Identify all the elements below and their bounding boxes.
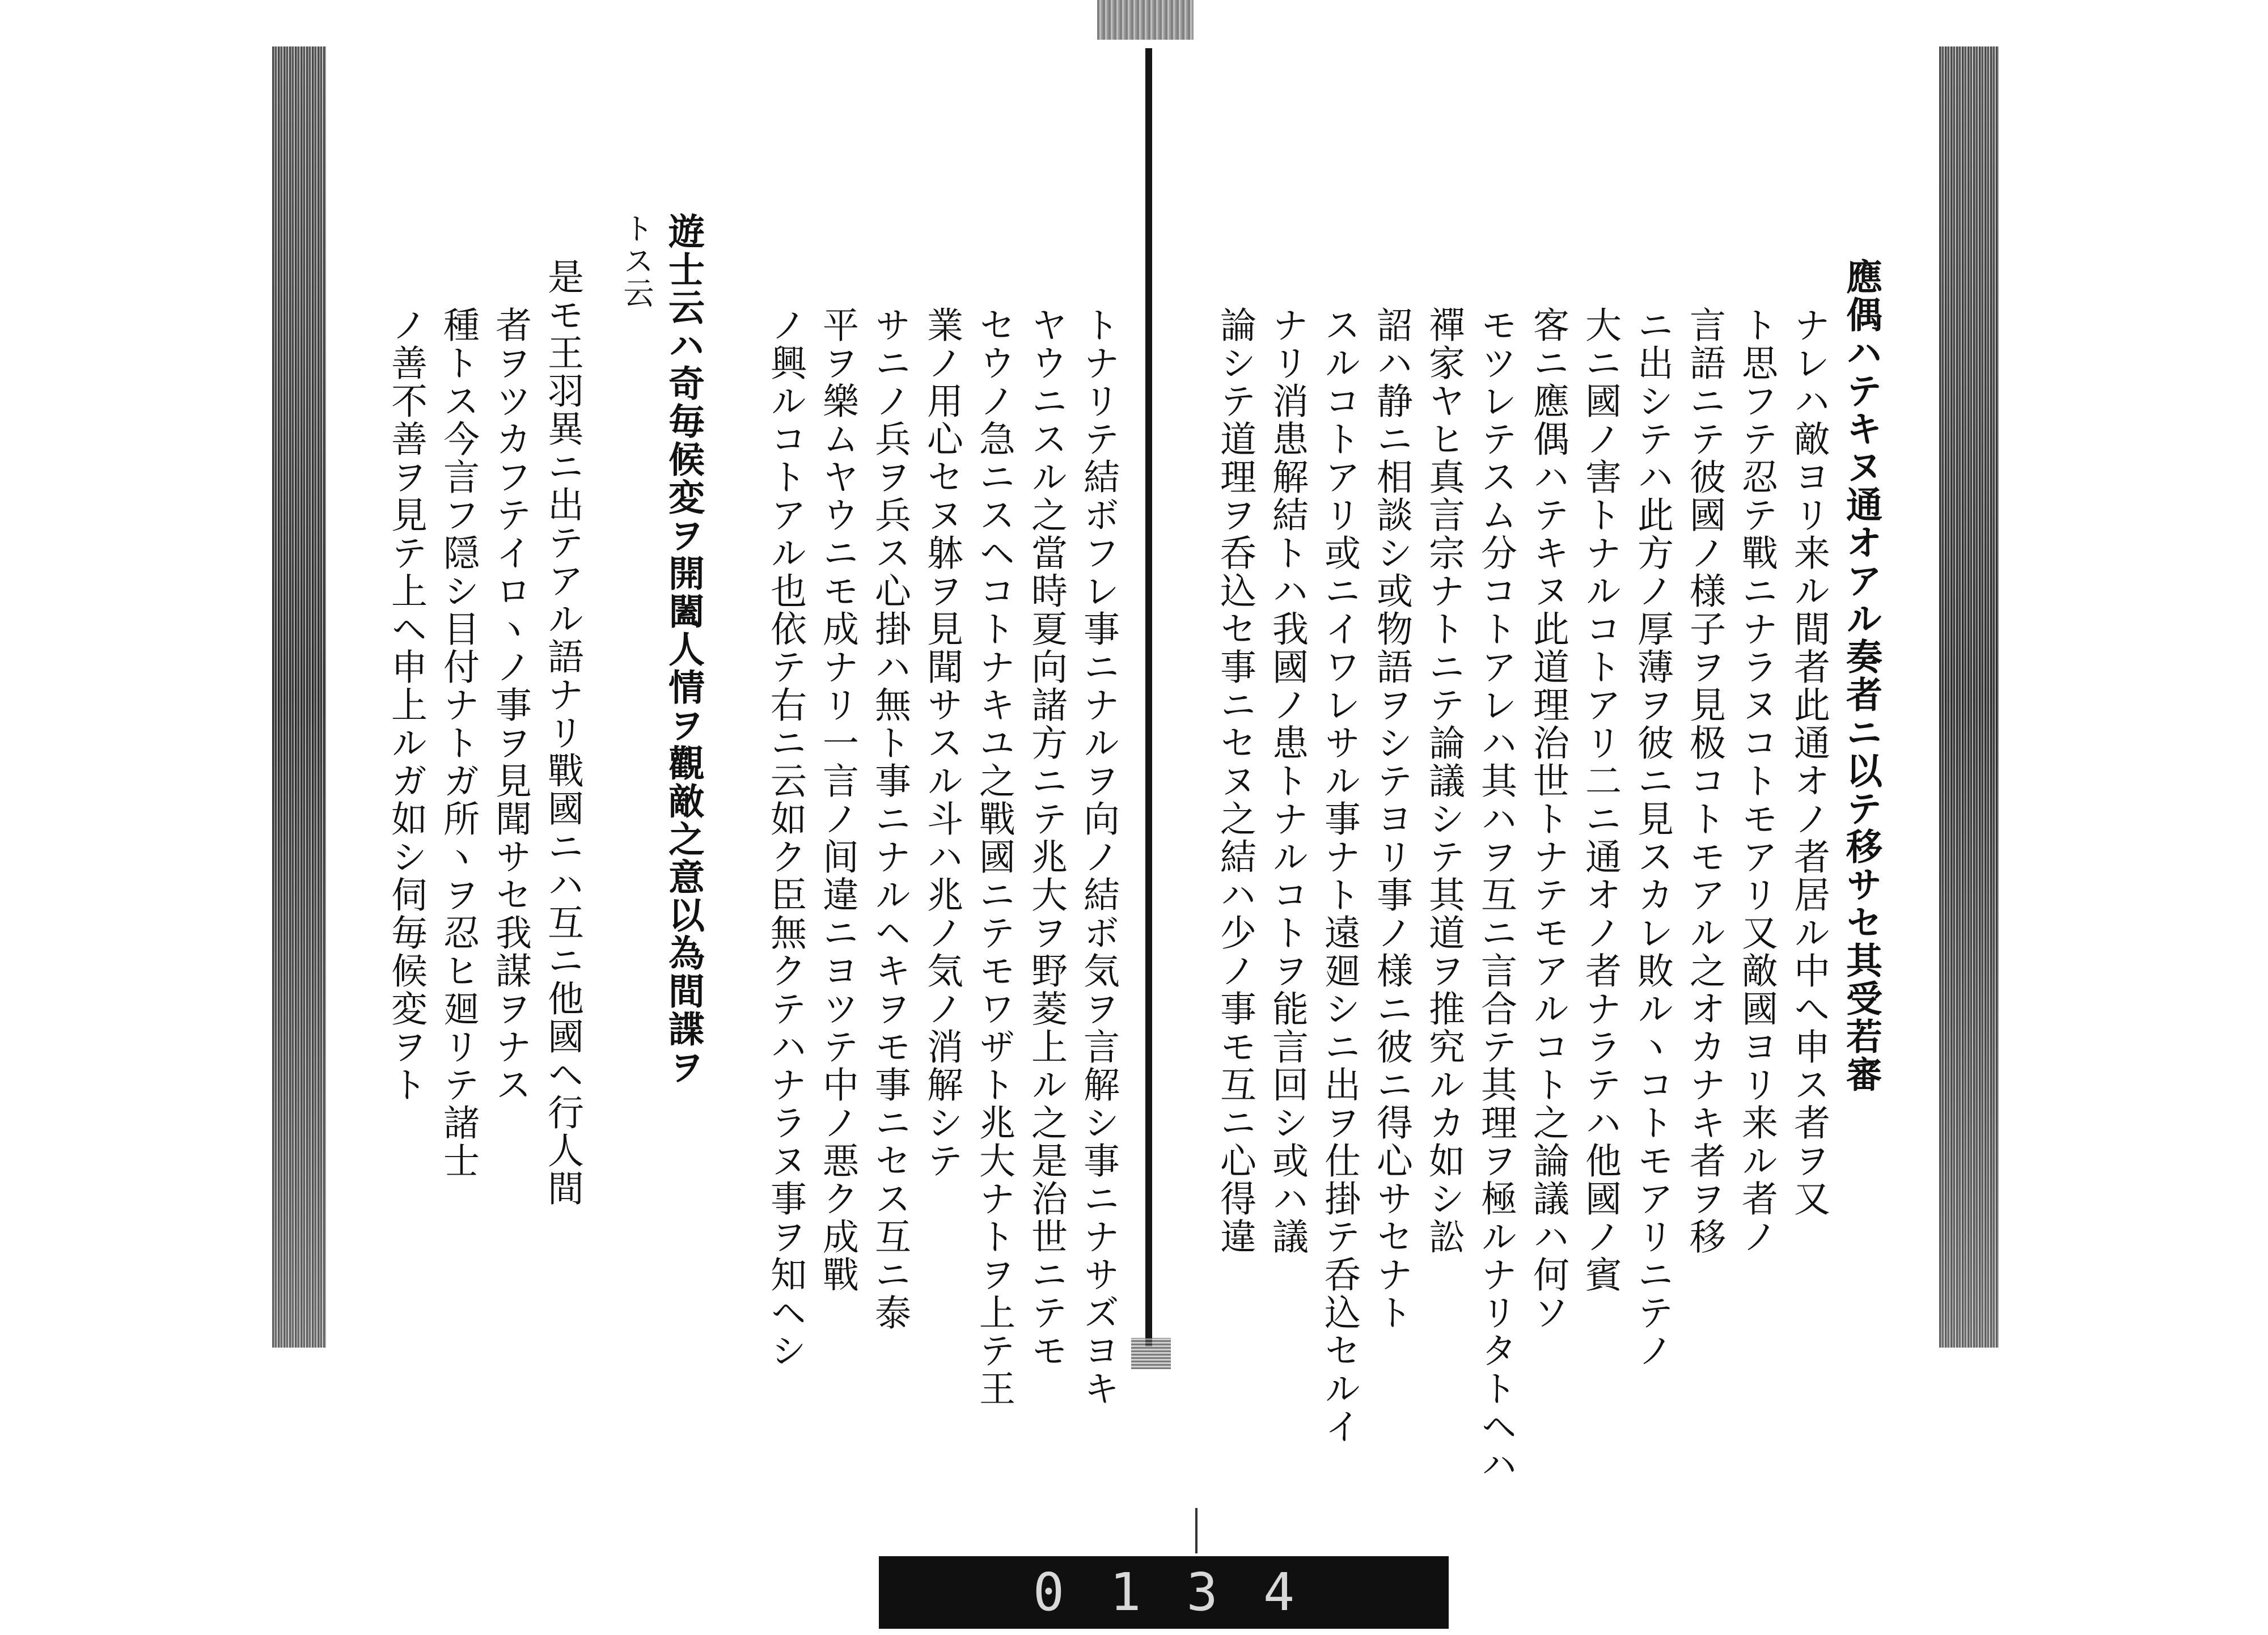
left-page-column-6: 平ヲ樂ムヤウニモ成ナリ一言ノ间違ニヨツテ中ノ悪ク成戰: [816, 306, 858, 1294]
right-page-column-2: ナレハ敵ヨリ来ル間者此通オノ者居ル中へ申ス者ヲ又: [1788, 306, 1830, 1218]
left-page-edge: [272, 46, 326, 1348]
left-page-column-11: 者ヲツカフテイロヽノ事ヲ見聞サセ我謀ヲナス: [489, 306, 531, 1104]
gutter-foot-shadow: [1131, 1338, 1171, 1369]
left-page-column-9: トス云: [619, 213, 654, 310]
right-page-column-11: スルコトアリ或ニイワレサル事ナト遠廻シニ出ヲ仕掛テ呑込セルイ: [1318, 306, 1360, 1446]
left-page-column-10: 是モ王羽異ニ出テアル語ナリ戰國ニハ互ニ他國ヘ行人間: [541, 258, 583, 1208]
right-page-column-9: 禪家ヤヒ真言宗ナトニテ論議シテ其道ヲ推究ルカ如シ訟: [1423, 306, 1465, 1256]
right-page-column-7: 客ニ應偶ハテキヌ此道理治世トナテモアルコト之論議ハ何ソ: [1527, 306, 1569, 1332]
right-page-column-8: モツレテスム分コトアレハ其ハヲ互ニ言合テ其理ヲ極ルナリタトヘハ: [1475, 306, 1517, 1484]
book-gutter-line: [1145, 48, 1152, 1346]
right-page-column-10: 詔ハ静ニ相談シ或物語ヲシテヨリ事ノ様ニ彼ニ得心サセナト: [1370, 306, 1412, 1332]
left-page-column-4: 業ノ用心セヌ躰ヲ見聞サスル斗ハ兆ノ気ノ消解シテ: [921, 306, 963, 1180]
right-page-column-3: ト思フテ忍テ戰ニナラヌコトモアリ又敵國ヨリ来ル者ノ: [1736, 306, 1778, 1256]
right-page-column-4: 言語ニテ彼國ノ様子ヲ見极コトモアル之オカナキ者ヲ移: [1683, 306, 1725, 1256]
right-page-column-6: 大ニ國ノ害トナルコトアリ二ニ通オノ者ナラテハ他國ノ賓: [1579, 306, 1621, 1294]
right-page-column-5: ニ出シテハ此方ノ厚薄ヲ彼ニ見スカレ敗ルヽコトモアリニテノ: [1631, 306, 1673, 1370]
right-page-edge: [1939, 46, 1999, 1348]
left-page-column-2: ヤウニスル之當時夏向諸方ニテ兆大ヲ野菱上ル之是治世ニテモ: [1025, 306, 1067, 1370]
right-page-column-13: 論シテ道理ヲ呑込セ事ニセヌ之結ハ少ノ事モ互ニ心得違: [1214, 306, 1256, 1256]
frame-alignment-tick: [1195, 1508, 1198, 1553]
left-page-column-1: トナリテ結ボフレ事ニナルヲ向ノ結ボ気ヲ言解シ事ニナサズヨキ: [1077, 306, 1119, 1408]
left-page-column-12: 種トス今言フ隠シ目付ナトガ所ヽヲ忍ヒ廻リテ諸士: [437, 306, 479, 1180]
right-page-column-12: ナリ消患解結トハ我國ノ患トナルコトヲ能言回シ或ハ議: [1266, 306, 1308, 1256]
right-page-column-1: 應偶ハテキヌ通オアル奏者ニ以テ移サセ其受若審: [1840, 258, 1882, 1094]
microfilm-frame-number: 0134: [879, 1556, 1449, 1629]
left-page-column-8-heading: 遊士云ハ奇毎候変ヲ開闔人情ヲ觀敵之意以為間諜ヲ: [662, 213, 705, 1086]
left-page-column-5: サニノ兵ヲ兵ス心掛ハ無ト事ニナルヘキヲモ事ニセス互ニ泰: [869, 306, 911, 1332]
spine-top-shadow: [1097, 0, 1194, 40]
left-page-column-7: ノ興ルコトアル也依テ右ニ云如ク臣無クテハナラヌ事ヲ知ヘシ: [764, 306, 806, 1370]
left-page-column-13: ノ善不善ヲ見テ上ヘ申上ルガ如シ伺毎候変ヲト: [385, 306, 427, 1104]
left-page-column-3: セウノ急ニスヘコトナキユ之戰國ニテモワザト兆大ナトヲ上テ王: [973, 306, 1015, 1408]
